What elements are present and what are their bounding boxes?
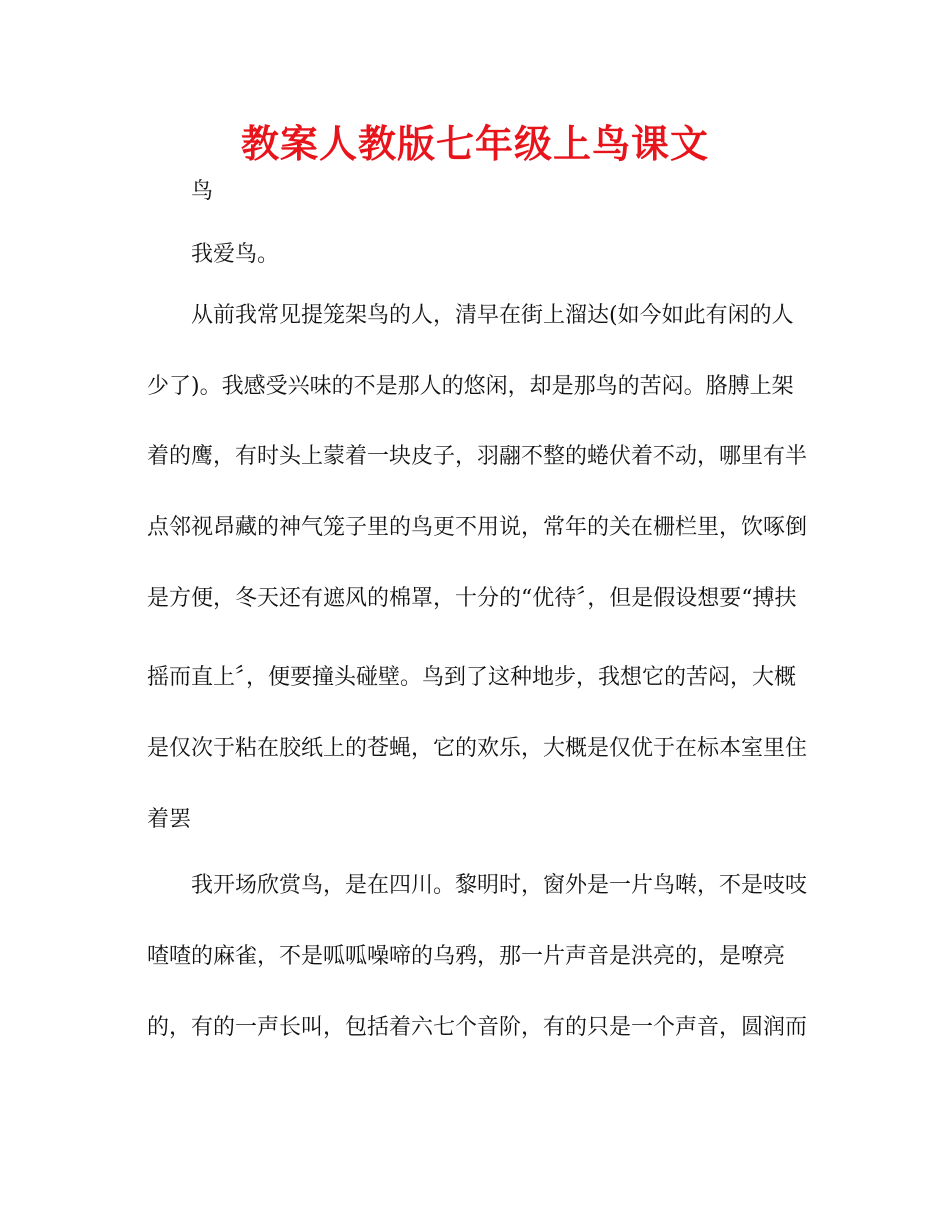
- paragraph-line: 是方便，冬天还有遮风的棉罩，十分的“优待〞，但是假设想要“搏扶: [147, 586, 797, 611]
- paragraph-line: 喳喳的麻雀，不是呱呱噪啼的乌鸦，那一片声音是洪亮的，是嘹亮: [147, 944, 786, 969]
- paragraph-line: 点邻视昂藏的神气笼子里的鸟更不用说，常年的关在栅栏里，饮啄倒: [147, 515, 807, 540]
- paragraph-line: 着罢: [147, 807, 192, 832]
- paragraph-line: 是仅次于粘在胶纸上的苍蝇，它的欢乐，大概是仅优于在标本室里住: [147, 736, 807, 761]
- paragraph-line: 我开场欣赏鸟，是在四川。黎明时，窗外是一片鸟啭，不是吱吱: [191, 873, 807, 898]
- paragraph-line: 着的鹰，有时头上蒙着一块皮子，羽翮不整的蜷伏着不动，哪里有半: [147, 444, 807, 469]
- paragraph-line: 少了)。我感受兴味的不是那人的悠闲，却是那鸟的苦闷。胳膊上架: [147, 374, 794, 399]
- paragraph-line: 从前我常见提笼架鸟的人，清早在街上溜达(如今如此有闲的人: [191, 303, 794, 328]
- paragraph-line: 的，有的一声长叫，包括着六七个音阶，有的只是一个声音，圆润而: [147, 1015, 807, 1040]
- paragraph-line: 摇而直上〞，便要撞头碰壁。鸟到了这种地步，我想它的苦闷，大概: [147, 665, 797, 690]
- paragraph-line: 我爱鸟。: [191, 242, 280, 267]
- document-title: 教案人教版七年级上鸟课文: [240, 122, 709, 166]
- section-heading: 鸟: [191, 179, 214, 204]
